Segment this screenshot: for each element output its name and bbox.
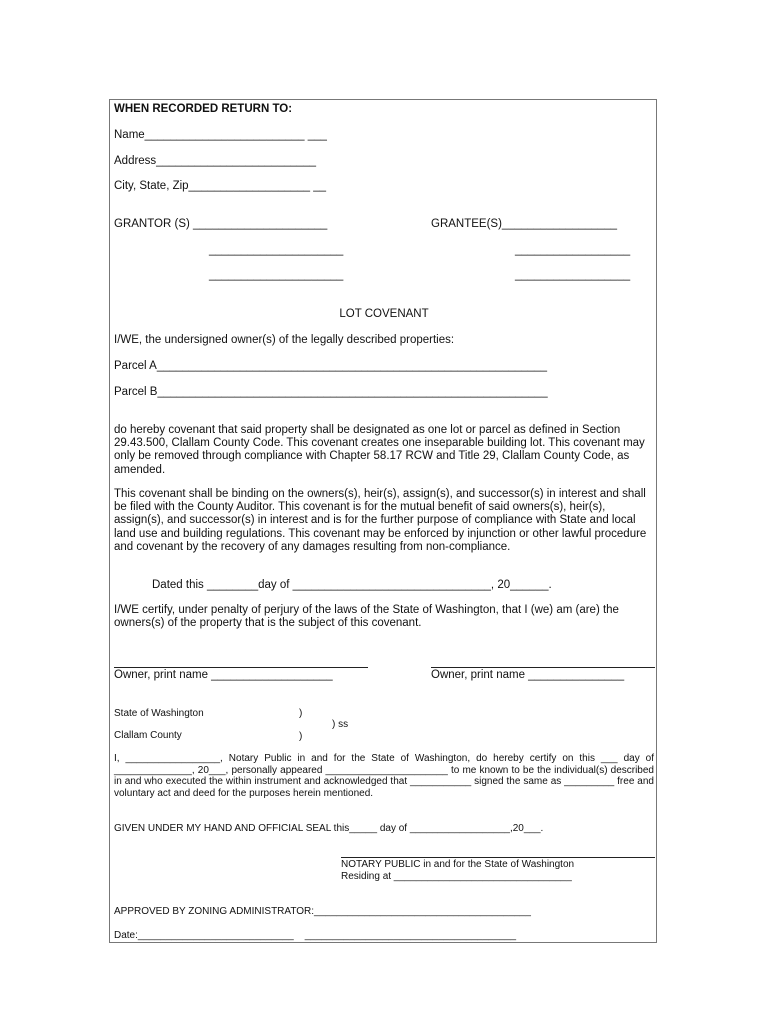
notary-paren-2: ) <box>299 731 303 742</box>
owners-intro: I/WE, the undersigned owner(s) of the legally described properties: <box>114 334 455 346</box>
notary-signature-line[interactable] <box>341 857 655 858</box>
approval-date-line[interactable]: Date:____________________________ ______________________________________ <box>114 930 517 941</box>
notary-residing-field[interactable]: Residing at ________________________________ <box>341 871 572 882</box>
parcel-b-field[interactable]: Parcel B_____________________________________________________________ <box>114 386 548 398</box>
notary-state: State of Washington <box>114 708 204 719</box>
document-page <box>109 99 657 943</box>
dated-line[interactable]: Dated this ________day of _______________________________, 20______. <box>152 579 552 591</box>
notary-public-label: NOTARY PUBLIC in and for the State of Washington <box>341 859 575 870</box>
grantee-field[interactable]: GRANTEE(S)__________________ <box>431 218 618 230</box>
document-title: LOT COVENANT <box>339 308 429 320</box>
notary-certify-paragraph: I, _________________, Notary Public in and for the State of Washington, do hereby certify on this ___ day of ______________, 20___, personally appeared ______________________ to me known to be the individual(s) described in and who executed the within instrument and acknowledged that ___________ signed the same as _________ free and voluntary act and deed for the purposes herein mentioned. <box>114 753 654 799</box>
address-field[interactable]: Address_________________________ <box>114 155 317 167</box>
grantee-line-2[interactable]: __________________ <box>515 244 631 256</box>
return-to-heading: WHEN RECORDED RETURN TO: <box>114 103 293 115</box>
owner-right-print-name[interactable]: Owner, print name _______________ <box>431 669 625 681</box>
city-state-zip-field[interactable]: City, State, Zip___________________ __ <box>114 180 327 192</box>
notary-ss: ) ss <box>332 719 349 730</box>
grantor-field[interactable]: GRANTOR (S) _____________________ <box>114 218 328 230</box>
notary-paren-1: ) <box>299 708 303 719</box>
owner-right-signature-line[interactable] <box>431 667 655 668</box>
name-field[interactable]: Name_________________________ ___ <box>114 129 327 141</box>
grantor-line-2[interactable]: _____________________ <box>209 244 344 256</box>
binding-paragraph: This covenant shall be binding on the owners(s), heir(s), assign(s), and successor(s) in interest and shall be filed with the County Auditor. This covenant is for the mutual benefit of said owners(s), heir(s), assign(s), and successor(s) in interest and is for the further purpose of compliance with State and local land use and building regulations. This covenant may be enforced by injunction or other lawful procedure and covenant by the recovery of any damages resulting from non-compliance. <box>114 488 647 553</box>
covenant-paragraph: do hereby covenant that said property shall be designated as one lot or parcel as defined in Section 29.43.500, Clallam County Code. This covenant creates one inseparable building lot. This covenant may only be removed through compliance with Chapter 58.17 RCW and Title 29, Clallam County Code, as amended. <box>114 424 645 476</box>
grantor-line-3[interactable]: _____________________ <box>209 269 344 281</box>
owner-left-signature-line[interactable] <box>114 667 368 668</box>
notary-county: Clallam County <box>114 730 182 741</box>
approved-by-line[interactable]: APPROVED BY ZONING ADMINISTRATOR:_______________________________________ <box>114 906 531 917</box>
owner-left-print-name[interactable]: Owner, print name ___________________ <box>114 669 333 681</box>
grantee-line-3[interactable]: __________________ <box>515 269 631 281</box>
official-seal-line[interactable]: GIVEN UNDER MY HAND AND OFFICIAL SEAL this_____ day of __________________,20___. <box>114 823 544 834</box>
certify-paragraph: I/WE certify, under penalty of perjury of the laws of the State of Washington, that I (we) am (are) the owners(s) of the property that is the subject of this covenant. <box>114 604 619 630</box>
parcel-a-field[interactable]: Parcel A_____________________________________________________________ <box>114 360 547 372</box>
